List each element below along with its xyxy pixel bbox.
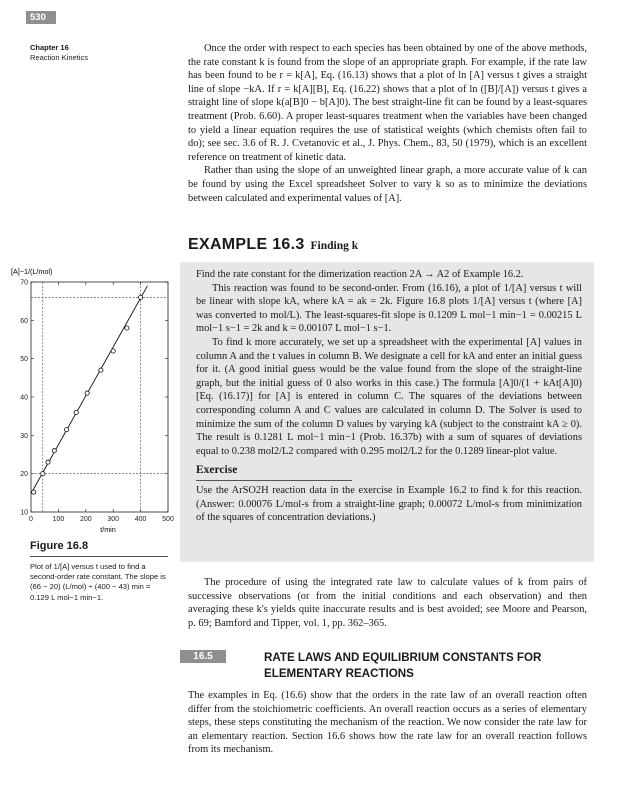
data-point — [32, 490, 36, 494]
x-tick-label: 400 — [134, 516, 147, 523]
example-problem: Find the rate constant for the dimerization reaction 2A → A2 of Example 16.2. — [196, 269, 524, 280]
after-example-text — [188, 576, 587, 630]
chart-frame — [31, 282, 168, 512]
x-tick-label: 500 — [162, 516, 174, 523]
chart-ylabel: [A]−1/(L/mol) — [11, 267, 53, 276]
section-heading — [180, 650, 600, 686]
figure-rule — [30, 556, 168, 557]
x-tick-label: 100 — [52, 516, 65, 523]
y-tick-label: 40 — [20, 394, 28, 402]
section-number: 16.5 — [180, 650, 226, 663]
example-heading — [188, 236, 568, 254]
intro-paragraph-2: Rather than using the slope of an unweighted linear graph, a more accurate value of k can be found by using the Excel spreadsheet Solver to vary k so as to minimize the deviations between calculated and experimental values of [A]. — [188, 165, 587, 204]
section-paragraph: The examples in Eq. (16.6) show that the orders in the rate law of an overall reaction often differ from the stoichiometric coefficients. An overall reaction occurs as a series of elementary steps, these steps constituting the mechanism of the reaction. We now consider the rate law for an elementary reaction. Section 16.6 shows how the rate law for an overall reaction follows from its mechanism. — [188, 690, 587, 756]
example-title: Finding k — [310, 240, 359, 252]
data-point — [99, 368, 103, 372]
data-point — [74, 410, 78, 414]
exercise-text: Use the ArSO2H reaction data in the exercise in Example 16.2 to find k for this reaction. (Answer: 0.00076 L/mol-s from a straight-line graph; 0.00072 L/mol-s from minimization of the squares of concentration deviations.) — [196, 484, 582, 524]
page-number: 530 — [26, 11, 56, 24]
y-tick-label: 30 — [20, 432, 28, 440]
data-point — [125, 326, 129, 330]
example-paragraph-1: This reaction was found to be second-order. From (16.16), a plot of 1/[A] versus t will be linear with slope kA, where kA = ak = 2k. Figure 16.8 plots 1/[A] versus t (where [A] was converted to mol/L). The least-squares-fit slope is 0.1209 L mol−1 min−1 = 0.00215 L mol−1 s−1 = 2k and k = 0.00107 L mol−1 s−1. — [196, 282, 582, 335]
exercise-heading: Exercise — [196, 464, 238, 477]
data-point — [111, 349, 115, 353]
x-tick-label: 300 — [107, 516, 120, 523]
y-tick-label: 60 — [20, 317, 28, 325]
y-tick-label: 50 — [20, 356, 28, 364]
data-point — [85, 391, 89, 395]
chart-xlabel: t/min — [100, 525, 116, 534]
section-title: RATE LAWS AND EQUILIBRIUM CONSTANTS FOR ELEMENTARY REACTIONS — [264, 651, 542, 680]
data-point — [46, 460, 50, 464]
example-body — [196, 268, 582, 525]
chapter-label: Chapter 16 — [30, 43, 69, 52]
chart-plot-area — [20, 280, 174, 524]
example-box — [180, 262, 594, 562]
data-point — [52, 449, 56, 453]
y-tick-label: 70 — [20, 279, 28, 287]
section-text — [188, 689, 587, 757]
data-point — [139, 295, 143, 299]
after-example-paragraph: The procedure of using the integrated rate law to calculate values of k from pairs of successive observations (or from the initial conditions and each observation) and then averaging these k's yields quite inaccurate results and is best avoided; see Moore and Pearson, p. 69; Bamford and Tipper, vol. 1, pp. 362–365. — [188, 577, 587, 629]
data-point — [41, 472, 45, 476]
example-paragraph-2: To find k more accurately, we set up a spreadsheet with the experimental [A] values in column A and the t values in column B. We designate a cell for kA and enter an initial guess for it. (A good initial guess would be the value found from the slope of the straight-line graph, but the initial guess of 0 also works in this case.) The formula [A]0/(1 + kAt[A]0) [Eq. (16.17)] for [A] is entered in column C. The squares of the deviations between corresponding column A and C values are calculated in column D. The Solver is used to minimize the sum of the column D values by varying kA (subject to the constraint kA ≥ 0). The result is 0.1281 L mol−1 min−1 (Prob. 16.37b) with a sum of squares of deviations equal to 0.238 mol2/L2 compared with 0.295 mol2/L2 for the 0.1289 linear-plot value. — [196, 336, 582, 457]
exercise-rule — [196, 480, 352, 481]
x-tick-label: 200 — [79, 516, 92, 523]
example-tag: EXAMPLE 16.3 — [188, 236, 305, 253]
chapter-title: Reaction Kinetics — [30, 53, 88, 62]
x-tick-label: 0 — [29, 516, 33, 523]
figure-caption: Plot of 1/[A] versus t used to find a second-order rate constant. The slope is (66 − 20) (L/mol) ÷ (400 − 43) min = 0.129 L mol−1 min−1. — [30, 562, 166, 602]
intro-text — [188, 42, 587, 205]
figure-chart — [8, 262, 178, 537]
y-tick-label: 10 — [20, 509, 28, 517]
intro-paragraph-1: Once the order with respect to each species has been obtained by one of the above methods, the rate constant k is found from the slope of an appropriate graph. For example, if the rate law has been found to be r = k[A], Eq. (16.13) shows that a plot of ln [A] versus t gives a straight line of slope −kA. If r = k[A][B], Eq. (16.22) shows that a plot of ln ([B]/[A]) versus t gives a straight line of slope k(a[B]0 − b[A]0). The best straight-line fit can be found by a least-squares treatment (Prob. 6.60). A proper least-squares treatment when the variables have been changed to yield a linear equation requires the use of statistical weights (which chemists often fail to do); see sec. 3.6 of R. J. Cvetanovic et al., J. Phys. Chem., 83, 50 (1979), which is an excellent reference on treatment of kinetic data. — [188, 43, 587, 163]
chapter-running-head — [30, 43, 88, 63]
data-point — [65, 427, 69, 431]
figure-label: Figure 16.8 — [30, 540, 89, 552]
y-tick-label: 20 — [20, 471, 28, 479]
